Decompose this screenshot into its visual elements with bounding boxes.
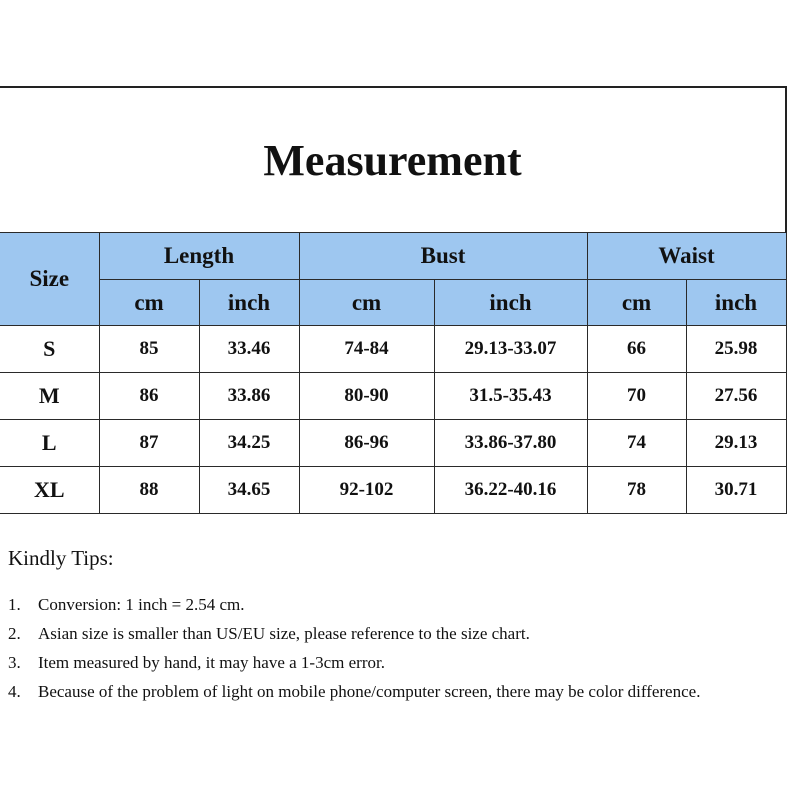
table-row (0, 467, 786, 514)
size-chart (0, 86, 786, 514)
tips-list (8, 590, 788, 706)
table-cell: 29.13 (686, 420, 786, 467)
unit-header: cm (299, 280, 434, 326)
tip-number: 2. (8, 624, 21, 643)
length-header: Length (99, 233, 299, 280)
size-label: M (0, 373, 99, 420)
tip-number: 1. (8, 595, 21, 614)
list-item (8, 590, 788, 619)
table-cell: 74 (587, 420, 686, 467)
table-cell: 66 (587, 326, 686, 373)
table-cell: 34.65 (199, 467, 299, 514)
list-item (8, 619, 788, 648)
bust-header: Bust (299, 233, 587, 280)
table-row (0, 326, 786, 373)
table-cell: 34.25 (199, 420, 299, 467)
tip-number: 3. (8, 653, 21, 672)
table-cell: 85 (99, 326, 199, 373)
table-cell: 80-90 (299, 373, 434, 420)
tip-text: Because of the problem of light on mobile phone/computer screen, there may be color difference. (38, 682, 701, 701)
table-cell: 78 (587, 467, 686, 514)
table-cell: 70 (587, 373, 686, 420)
table-cell: 86 (99, 373, 199, 420)
list-item (8, 677, 788, 706)
table-row (0, 420, 786, 467)
tips-title: Kindly Tips: (8, 546, 114, 570)
table-cell: 87 (99, 420, 199, 467)
table-row (0, 373, 786, 420)
table-cell: 31.5-35.43 (434, 373, 587, 420)
unit-header: cm (99, 280, 199, 326)
tip-number: 4. (8, 682, 21, 701)
tip-text: Asian size is smaller than US/EU size, please reference to the size chart. (38, 624, 530, 643)
list-item (8, 648, 788, 677)
table-cell: 33.86-37.80 (434, 420, 587, 467)
size-table (0, 86, 787, 514)
waist-header: Waist (587, 233, 786, 280)
table-cell: 86-96 (299, 420, 434, 467)
unit-header: inch (686, 280, 786, 326)
table-cell: 30.71 (686, 467, 786, 514)
tips-section (8, 546, 788, 706)
unit-header: inch (199, 280, 299, 326)
table-cell: 27.56 (686, 373, 786, 420)
size-label: L (0, 420, 99, 467)
chart-title: Measurement (0, 87, 786, 233)
table-cell: 74-84 (299, 326, 434, 373)
table-cell: 33.46 (199, 326, 299, 373)
size-label: XL (0, 467, 99, 514)
table-cell: 92-102 (299, 467, 434, 514)
unit-header: cm (587, 280, 686, 326)
unit-header: inch (434, 280, 587, 326)
table-cell: 33.86 (199, 373, 299, 420)
tip-text: Conversion: 1 inch = 2.54 cm. (38, 595, 245, 614)
size-label: S (0, 326, 99, 373)
table-cell: 36.22-40.16 (434, 467, 587, 514)
table-cell: 88 (99, 467, 199, 514)
table-cell: 29.13-33.07 (434, 326, 587, 373)
table-cell: 25.98 (686, 326, 786, 373)
size-header: Size (0, 233, 99, 326)
tip-text: Item measured by hand, it may have a 1-3cm error. (38, 653, 385, 672)
